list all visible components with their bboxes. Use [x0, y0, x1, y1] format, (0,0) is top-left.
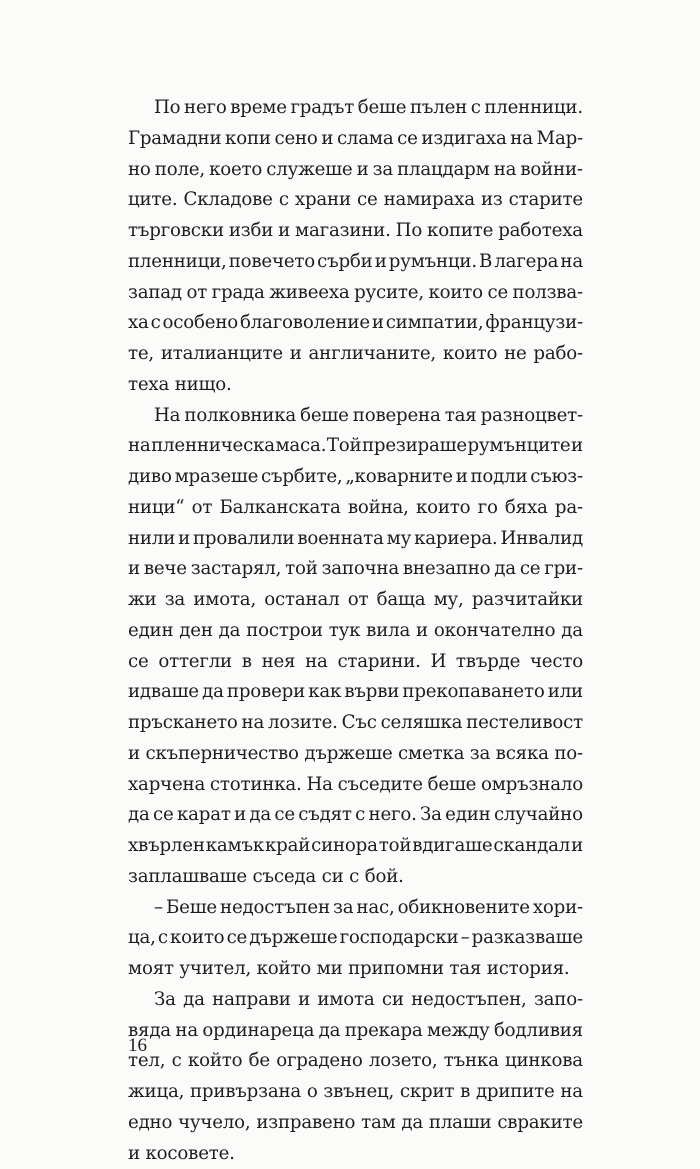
page-number: 16 — [128, 1035, 147, 1057]
text-line: ците. Складове с храни се намираха из старите — [128, 185, 583, 216]
text-line: диво мразеше сърбите, „коварните и подли съюз- — [128, 462, 583, 493]
paragraph — [128, 93, 583, 401]
text-line: жица, привързана о звънец, скрит в дрипите на — [128, 1077, 583, 1108]
text-line: нили и провалили военната му кариера. Инвалид — [128, 524, 583, 555]
text-line: жи за имота, останал от баща му, разчитайки — [128, 585, 583, 616]
text-line: пръскането на лозите. Със селяшка пестеливост — [128, 708, 583, 739]
text-line: ха с особено благоволение и симпатии, французи- — [128, 308, 583, 339]
text-line-last: теха нищо. — [128, 370, 583, 401]
text-line: идваше да провери как върви прекопаването или — [128, 677, 583, 708]
text-line: и вече застарял, той започна внезапно да се гри- — [128, 554, 583, 585]
text-line: За да направи и имота си недостъпен, запо- — [128, 985, 583, 1016]
text-line: и скъперничество държеше сметка за всяка по- — [128, 739, 583, 770]
text-line-last: и косовете. — [128, 1139, 583, 1169]
text-line: ца, с които се държеше господарски – разказваше — [128, 923, 583, 954]
text-line: На полковника беше поверена тая разноцвет- — [128, 401, 583, 432]
paragraph — [128, 985, 583, 1169]
text-line: харчена стотинка. На съседите беше омръзнало — [128, 770, 583, 801]
text-line: Грамадни копи сено и слама се издигаха на Мар- — [128, 124, 583, 155]
text-line: ници“ от Балканската война, които го бяха ра- — [128, 493, 583, 524]
text-line: те, италианците и англичаните, които не рабо- — [128, 339, 583, 370]
text-line: но поле, което служеше и за плацдарм на войни- — [128, 155, 583, 186]
body-text — [128, 93, 583, 1169]
text-line: хвърлен камък край синора той вдигаше скандал и — [128, 831, 583, 862]
text-line: на пленническа маса. Той презираше румънците и — [128, 431, 583, 462]
paragraph — [128, 893, 583, 985]
text-line-last: моят учител, който ми припомни тая история. — [128, 954, 583, 985]
paragraph — [128, 401, 583, 893]
text-line-last: заплашваше съседа си с бой. — [128, 862, 583, 893]
text-line: вяда на ординареца да прекара между бодливия — [128, 1016, 583, 1047]
text-line: да се карат и да се съдят с него. За един случайно — [128, 800, 583, 831]
text-line: запад от града живееха руситe, които се ползва- — [128, 278, 583, 309]
text-line: – Беше недостъпен за нас, обикновените хори- — [128, 893, 583, 924]
text-line: търговски изби и магазини. По копите работеха — [128, 216, 583, 247]
text-line: едно чучело, изправено там да плаши свраките — [128, 1108, 583, 1139]
text-line: пленници, повечето сърби и румънци. В лагера на — [128, 247, 583, 278]
text-line: се оттегли в нея на старини. И твърде често — [128, 647, 583, 678]
text-line: тел, с който бе оградено лозето, тънка цинкова — [128, 1046, 583, 1077]
text-line: По него време градът беше пълен с пленници. — [128, 93, 583, 124]
text-line: един ден да построи тук вила и окончателно да — [128, 616, 583, 647]
